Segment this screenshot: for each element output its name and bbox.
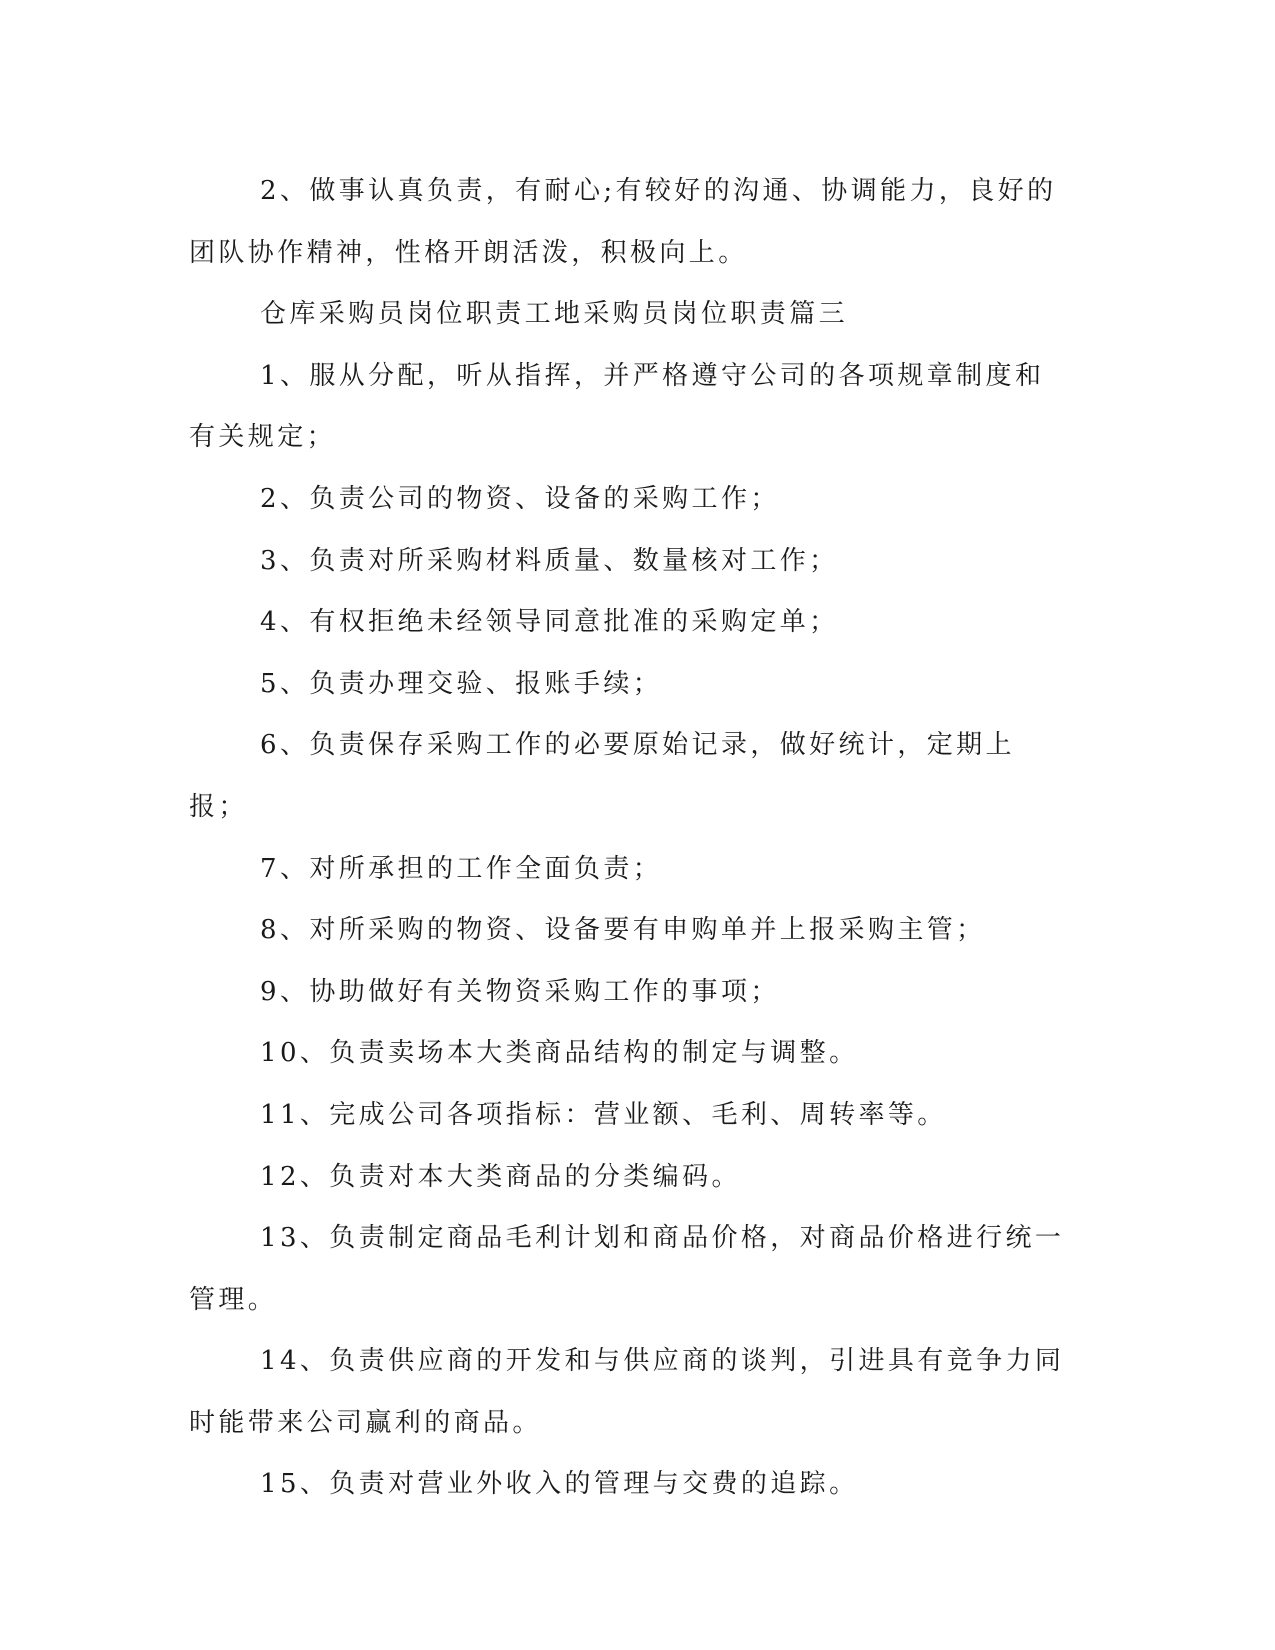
duty-item-13: 13、负责制定商品毛利计划和商品价格，对商品价格进行统一管理。 [189,1223,1065,1315]
duty-item-9: 9、协助做好有关物资采购工作的事项； [260,976,780,1007]
duty-item-2: 2、负责公司的物资、设备的采购工作； [260,483,780,514]
duty-item-15: 15、负责对营业外收入的管理与交费的追踪。 [260,1469,859,1500]
duty-item-10: 10、负责卖场本大类商品结构的制定与调整。 [260,1038,859,1069]
duty-item-12: 12、负责对本大类商品的分类编码。 [260,1161,741,1192]
duty-item-1: 1、服从分配，听从指挥，并严格遵守公司的各项规章制度和有关规定； [189,360,1045,453]
duty-item-8: 8、对所采购的物资、设备要有申购单并上报采购主管； [260,915,986,946]
duty-item-14: 14、负责供应商的开发和与供应商的谈判，引进具有竞争力同时能带来公司赢利的商品。 [189,1346,1065,1438]
document-body [189,161,1069,1516]
duty-item-6: 6、负责保存采购工作的必要原始记录，做好统计，定期上报； [189,730,1015,822]
duty-item-3: 3、负责对所采购材料质量、数量核对工作； [260,545,839,576]
duty-item-11: 11、完成公司各项指标：营业额、毛利、周转率等。 [260,1099,947,1130]
duty-item-4: 4、有权拒绝未经领导同意批准的采购定单； [260,607,839,638]
duty-item-7: 7、对所承担的工作全面负责； [260,853,663,884]
paragraph-requirement-2: 2、做事认真负责，有耐心;有较好的沟通、协调能力，良好的团队协作精神，性格开朗活泼，积极向上。 [189,176,1057,268]
section-heading: 仓库采购员岗位职责工地采购员岗位职责篇三 [260,299,849,330]
duty-item-5: 5、负责办理交验、报账手续； [260,668,663,699]
